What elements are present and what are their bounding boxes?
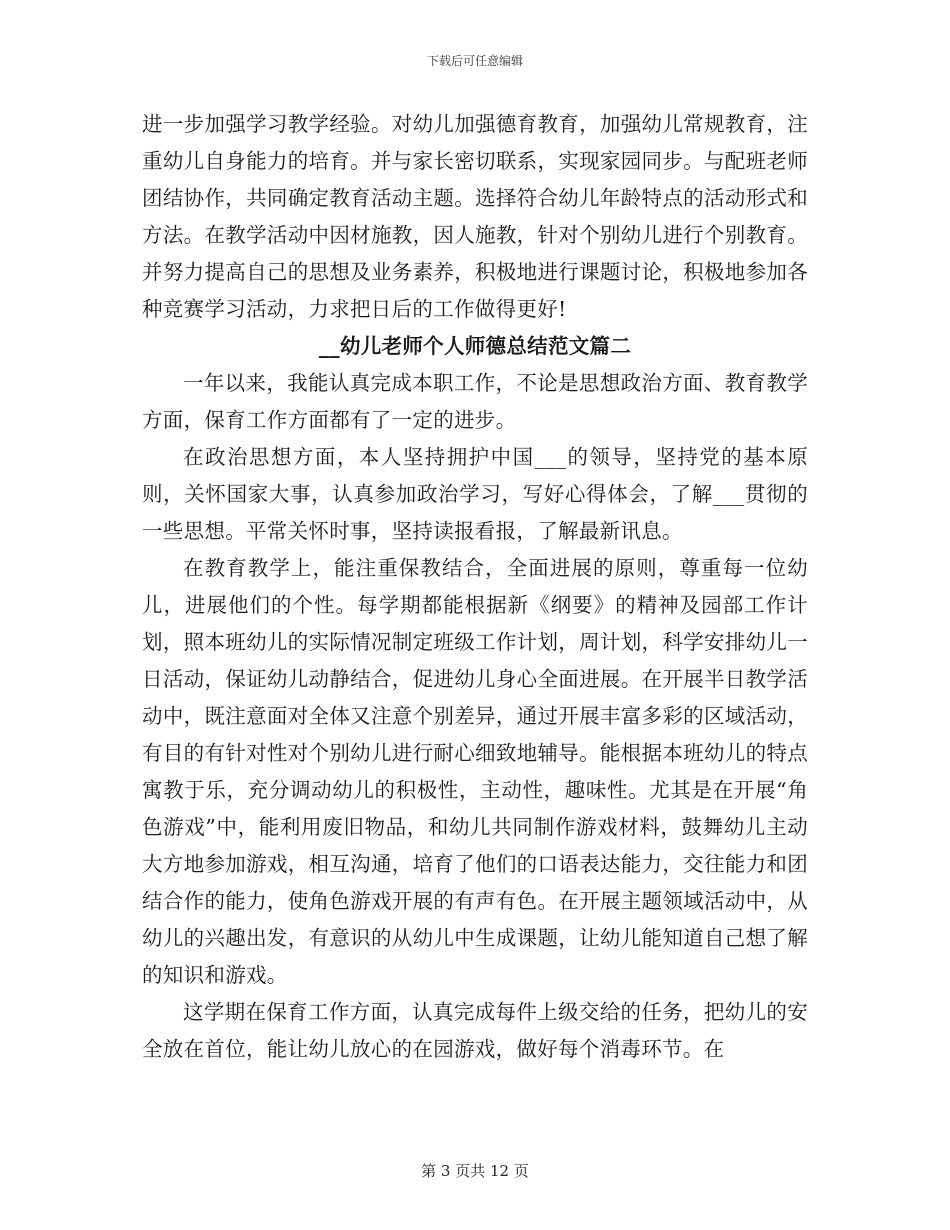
paragraph-teaching: 在教育教学上，能注重保教结合，全面进展的原则，尊重每一位幼儿，进展他们的个性。每学期都能根据新《纲要》的精神及园部工作计划，照本班幼儿的实际情况制定班级工作计划，周计划，科学安排幼儿一日活动，保证幼儿动静结合，促进幼儿身心全面进展。在开展半日教学活动中，既注意面对全体又注意个别差异，通过开展丰富多彩的区域活动，有目的有针对性对个别幼儿进行耐心细致地辅导。能根据本班幼儿的特点寓教于乐，充分调动幼儿的积极性，主动性，趣味性。尤其是在开展“角色游戏”中，能利用废旧物品，和幼儿共同制作游戏材料，鼓舞幼儿主动大方地参加游戏，相互沟通，培育了他们的口语表达能力，交往能力和团结合作的能力，使角色游戏开展的有声有色。在开展主题领域活动中，从幼儿的兴趣出发，有意识的从幼儿中生成课题，让幼儿能知道自己想了解的知识和游戏。: [142, 556, 808, 987]
paragraph-intro: 一年以来，我能认真完成本职工作，不论是思想政治方面、教育教学方面，保育工作方面都有了一定的进步。: [142, 371, 808, 432]
paragraph-care: 这学期在保育工作方面，认真完成每件上级交给的任务，把幼儿的安全放在首位，能让幼儿放心的在园游戏，做好每个消毒环节。在: [142, 1000, 808, 1061]
section-heading: __幼儿老师个人师德总结范文篇二: [318, 334, 632, 358]
document-body: [142, 106, 808, 1068]
page-header-note: 下载后可任意编辑: [426, 54, 523, 68]
paragraph-continuation: 进一步加强学习教学经验。对幼儿加强德育教育，加强幼儿常规教育，注重幼儿自身能力的培育。并与家长密切联系，实现家园同步。与配班老师团结协作，共同确定教育活动主题。选择符合幼儿年龄特点的活动形式和方法。在教学活动中因材施教，因人施教，针对个别幼儿进行个别教育。并努力提高自己的思想及业务素养，积极地进行课题讨论，积极地参加各种竞赛学习活动，力求把日后的工作做得更好!: [142, 112, 808, 321]
page-number: 第 3 页共 12 页: [421, 1162, 529, 1180]
paragraph-politics: 在政治思想方面，本人坚持拥护中国___的领导，坚持党的基本原则，关怀国家大事，认真参加政治学习，写好心得体会，了解___贯彻的一些思想。平常关怀时事，坚持读报看报，了解最新讯息。: [142, 445, 808, 543]
